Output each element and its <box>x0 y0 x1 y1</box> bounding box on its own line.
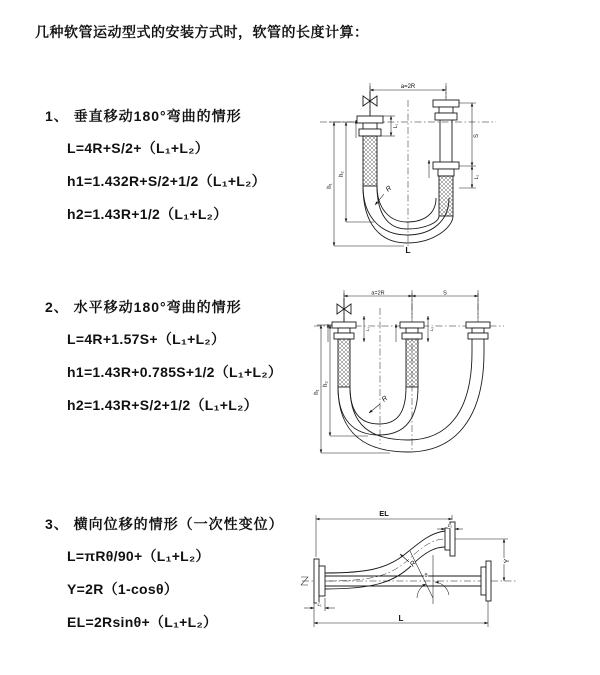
dim-label-y: Y <box>504 558 511 564</box>
formula-h2: h2=1.43R+S/2+1/2（L₁+L₂） <box>67 397 258 413</box>
diagram-lateral-displacement <box>296 503 524 645</box>
valve-icon <box>337 298 351 322</box>
dim-label-h1: h₁ <box>327 183 333 189</box>
formula-y: Y=2R（1-cosθ） <box>67 581 179 597</box>
diagram-horizontal-180-bend <box>308 284 508 464</box>
left-pipe-flange <box>332 322 356 387</box>
page-title: 几种软管运动型式的安装方式时，软管的长度计算： <box>35 24 369 40</box>
left-pipe-flange <box>357 116 383 186</box>
section-vertical-bend <box>45 106 266 237</box>
dim-label-l1: L₁ <box>393 123 399 129</box>
dim-label-length: L <box>398 614 404 623</box>
dim-label-stroke: S <box>443 290 447 297</box>
dim-label-stroke: S <box>474 133 480 139</box>
dim-label-l1: L₁ <box>317 602 322 607</box>
formula-h1: h1=1.432R+S/2+1/2（L₁+L₂） <box>67 173 266 189</box>
dim-label-span: a=2R <box>371 290 385 297</box>
dim-label-l1: L₁ <box>365 326 370 332</box>
diagram-vertical-180-bend <box>312 76 502 261</box>
section-horizontal-bend <box>45 297 282 428</box>
valve-icon <box>363 91 377 116</box>
theta-label: θ <box>424 573 428 579</box>
section-3-heading: 3、 横向位移的情形（一次性变位） <box>45 516 284 532</box>
right-pipe-flange <box>466 322 490 352</box>
section-lateral-displacement <box>45 514 284 645</box>
dim-label-h2: h₂ <box>339 171 345 177</box>
dim-label-h1: h₁ <box>314 389 320 395</box>
diagram-lateral-displacement-svg <box>296 503 524 640</box>
left-flange <box>314 559 325 603</box>
right-pipe-flange <box>433 100 459 216</box>
annotations <box>369 395 389 413</box>
annotations <box>375 185 411 255</box>
dimension-lines <box>304 509 511 627</box>
radius-label: R <box>384 184 394 194</box>
diagram-horizontal-180-bend-svg <box>308 284 508 459</box>
dim-label-el: EL <box>379 509 389 518</box>
length-label: L <box>405 245 411 255</box>
formula-length: L=4R+1.57S+（L₁+L₂） <box>67 331 226 347</box>
centerlines <box>320 83 496 248</box>
dim-label-l2: L₂ <box>429 326 434 332</box>
section-2-heading: 2、 水平移动180°弯曲的情形 <box>45 299 242 315</box>
diagram-vertical-180-bend-svg <box>312 76 502 256</box>
radius-label: R <box>409 559 418 569</box>
radius-label: R <box>380 394 390 404</box>
formula-length: L=4R+S/2+（L₁+L₂） <box>67 140 210 156</box>
annotations <box>400 551 449 604</box>
dim-label-span: a=2R <box>400 84 416 90</box>
formula-length: L=πRθ/90+（L₁+L₂） <box>67 548 210 564</box>
dim-label-l2: L₂ <box>447 523 453 528</box>
dim-label-l2: L₂ <box>474 174 480 180</box>
formula-h1: h1=1.43R+0.785S+1/2（L₁+L₂） <box>67 364 283 380</box>
formula-h2: h2=1.43R+1/2（L₁+L₂） <box>67 206 228 222</box>
section-1-heading: 1、 垂直移动180°弯曲的情形 <box>45 108 242 124</box>
middle-pipe-flange <box>400 322 424 387</box>
formula-el: EL=2Rsinθ+（L₁+L₂） <box>67 614 218 630</box>
hose-s-curve <box>325 522 455 589</box>
dim-label-h2: h₂ <box>323 381 329 387</box>
